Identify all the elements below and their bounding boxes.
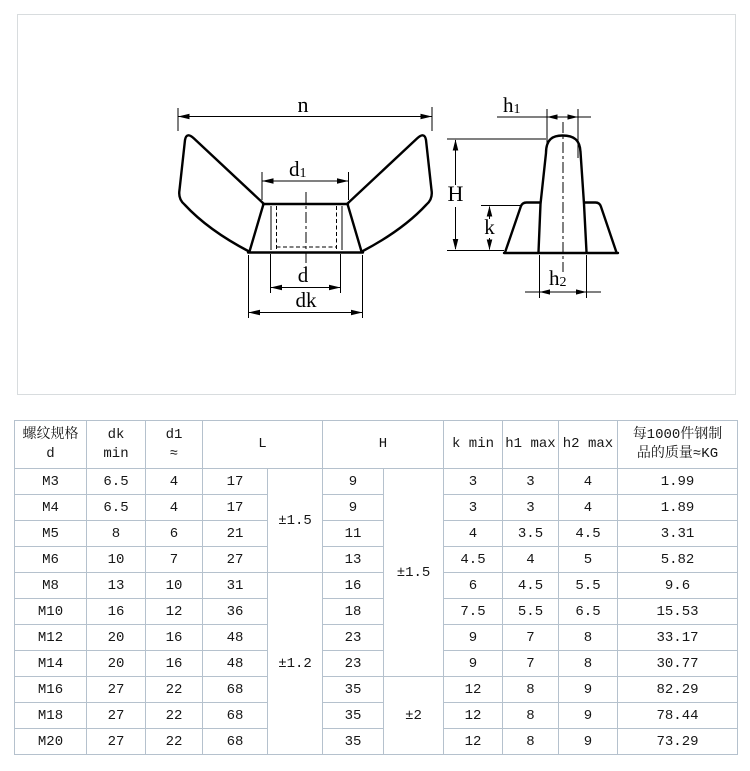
col-header-h2: h2 max [559, 421, 618, 469]
cell-k: 3 [444, 469, 503, 495]
base-left-outline [505, 203, 540, 253]
cell-d1: 22 [146, 677, 203, 703]
cell-h1: 8 [503, 729, 559, 755]
cell-h2: 5.5 [559, 573, 618, 599]
cell-spec: M3 [15, 469, 87, 495]
nut-body-right-slant [348, 204, 362, 252]
side-view [447, 93, 618, 298]
cell-dk: 27 [87, 677, 146, 703]
cell-h2: 8 [559, 651, 618, 677]
cell-spec: M12 [15, 625, 87, 651]
dim-label-h1 [503, 93, 521, 117]
cell-h1: 3.5 [503, 521, 559, 547]
dim-label-h2-sub: 2 [559, 275, 567, 290]
dim-label-H: H [447, 181, 464, 206]
table-row [15, 677, 738, 703]
cell-k: 9 [444, 651, 503, 677]
cell-k: 4 [444, 521, 503, 547]
cell-L-tolerance: ±1.5 [268, 469, 323, 573]
cell-H: 16 [323, 573, 384, 599]
cell-H: 18 [323, 599, 384, 625]
cell-mass: 30.77 [618, 651, 738, 677]
cell-d1: 10 [146, 573, 203, 599]
cell-spec: M5 [15, 521, 87, 547]
dimension-h1 [497, 93, 591, 158]
cell-L: 17 [203, 469, 268, 495]
cell-h2: 6.5 [559, 599, 618, 625]
cell-H: 23 [323, 625, 384, 651]
cell-L: 48 [203, 651, 268, 677]
cell-h1: 3 [503, 495, 559, 521]
dimension-H [447, 139, 546, 251]
cell-d1: 22 [146, 729, 203, 755]
cell-mass: 73.29 [618, 729, 738, 755]
cell-mass: 78.44 [618, 703, 738, 729]
cell-h1: 8 [503, 703, 559, 729]
cell-spec: M10 [15, 599, 87, 625]
cell-mass: 1.99 [618, 469, 738, 495]
cell-L: 31 [203, 573, 268, 599]
cell-L: 68 [203, 703, 268, 729]
cell-mass: 15.53 [618, 599, 738, 625]
col-header-mass: 每1000件钢制 品的质量≈KG [618, 421, 738, 469]
spec-table [14, 420, 738, 755]
cell-d1: 22 [146, 703, 203, 729]
cell-H: 9 [323, 469, 384, 495]
dim-label-d: d [297, 263, 309, 287]
table-header-row [15, 421, 738, 469]
cell-h1: 7 [503, 651, 559, 677]
table-row [15, 495, 738, 521]
cell-L: 68 [203, 729, 268, 755]
cell-dk: 10 [87, 547, 146, 573]
dim-label-d1-sub: 1 [299, 166, 307, 181]
dim-label-h1-sub: 1 [513, 102, 521, 117]
dim-label-d1-base: d [289, 157, 300, 181]
col-header-L: L [203, 421, 323, 469]
cell-H: 9 [323, 495, 384, 521]
cell-h1: 7 [503, 625, 559, 651]
cell-mass: 9.6 [618, 573, 738, 599]
cell-mass: 1.89 [618, 495, 738, 521]
cell-d1: 16 [146, 625, 203, 651]
cell-H: 35 [323, 677, 384, 703]
cell-dk: 20 [87, 625, 146, 651]
cell-spec: M20 [15, 729, 87, 755]
cell-mass: 33.17 [618, 625, 738, 651]
cell-L: 27 [203, 547, 268, 573]
cell-mass: 5.82 [618, 547, 738, 573]
cell-h2: 8 [559, 625, 618, 651]
col-header-d1: d1 ≈ [146, 421, 203, 469]
cell-dk: 20 [87, 651, 146, 677]
cell-H: 35 [323, 703, 384, 729]
cell-h1: 8 [503, 677, 559, 703]
cell-H: 23 [323, 651, 384, 677]
cell-dk: 16 [87, 599, 146, 625]
dimension-k [481, 206, 521, 251]
cell-h2: 9 [559, 729, 618, 755]
cell-spec: M18 [15, 703, 87, 729]
dim-label-h2 [549, 266, 567, 290]
cell-mass: 3.31 [618, 521, 738, 547]
cell-L-tolerance: ±1.2 [268, 573, 323, 755]
cell-d1: 6 [146, 521, 203, 547]
dim-label-n: n [297, 92, 309, 117]
right-wing-outline [347, 135, 432, 251]
base-right-outline [585, 203, 617, 253]
col-header-spec: 螺纹规格 d [15, 421, 87, 469]
cell-H: 13 [323, 547, 384, 573]
cell-L: 36 [203, 599, 268, 625]
cell-L: 68 [203, 677, 268, 703]
cell-mass: 82.29 [618, 677, 738, 703]
cell-k: 12 [444, 703, 503, 729]
cell-h1: 4.5 [503, 573, 559, 599]
cell-d1: 16 [146, 651, 203, 677]
cell-k: 3 [444, 495, 503, 521]
cell-spec: M16 [15, 677, 87, 703]
cell-dk: 8 [87, 521, 146, 547]
col-header-k: k min [444, 421, 503, 469]
cell-h2: 9 [559, 703, 618, 729]
dim-label-dk: dk [295, 288, 317, 312]
cell-k: 12 [444, 677, 503, 703]
cell-h1: 3 [503, 469, 559, 495]
nut-body-left-slant [250, 204, 264, 252]
cell-h2: 9 [559, 677, 618, 703]
cell-d1: 7 [146, 547, 203, 573]
dimension-d1 [262, 157, 349, 200]
left-wing-outline [179, 135, 264, 251]
cell-spec: M14 [15, 651, 87, 677]
cell-dk: 27 [87, 703, 146, 729]
cell-k: 7.5 [444, 599, 503, 625]
cell-h1: 4 [503, 547, 559, 573]
table-row [15, 573, 738, 599]
cell-k: 4.5 [444, 547, 503, 573]
table-row [15, 547, 738, 573]
col-header-dk: dk min [87, 421, 146, 469]
cell-spec: M6 [15, 547, 87, 573]
table-row [15, 729, 738, 755]
cell-dk: 13 [87, 573, 146, 599]
cell-h2: 4 [559, 469, 618, 495]
col-header-h1: h1 max [503, 421, 559, 469]
cell-H: 11 [323, 521, 384, 547]
front-view [178, 92, 432, 318]
cell-d1: 12 [146, 599, 203, 625]
table-row [15, 599, 738, 625]
cell-L: 48 [203, 625, 268, 651]
cell-spec: M8 [15, 573, 87, 599]
cell-L: 17 [203, 495, 268, 521]
cell-spec: M4 [15, 495, 87, 521]
dimension-n [178, 92, 432, 131]
cell-h2: 4 [559, 495, 618, 521]
table-row [15, 651, 738, 677]
cell-d1: 4 [146, 469, 203, 495]
dim-label-h1-base: h [503, 93, 514, 117]
table-row [15, 703, 738, 729]
col-header-H: H [323, 421, 444, 469]
cell-H-tolerance: ±1.5 [384, 469, 444, 677]
cell-k: 9 [444, 625, 503, 651]
drawing-frame [18, 15, 736, 395]
cell-h2: 5 [559, 547, 618, 573]
dim-label-h2-base: h [549, 266, 560, 290]
table-row [15, 625, 738, 651]
dim-label-d1 [289, 157, 307, 181]
cell-dk: 6.5 [87, 469, 146, 495]
cell-k: 6 [444, 573, 503, 599]
cell-dk: 27 [87, 729, 146, 755]
cell-H: 35 [323, 729, 384, 755]
cell-h1: 5.5 [503, 599, 559, 625]
table-row [15, 469, 738, 495]
dimension-h2 [525, 255, 601, 298]
cell-h2: 4.5 [559, 521, 618, 547]
cell-H-tolerance: ±2 [384, 677, 444, 755]
dim-label-k: k [484, 215, 495, 239]
cell-dk: 6.5 [87, 495, 146, 521]
cell-k: 12 [444, 729, 503, 755]
cell-d1: 4 [146, 495, 203, 521]
cell-L: 21 [203, 521, 268, 547]
table-row [15, 521, 738, 547]
